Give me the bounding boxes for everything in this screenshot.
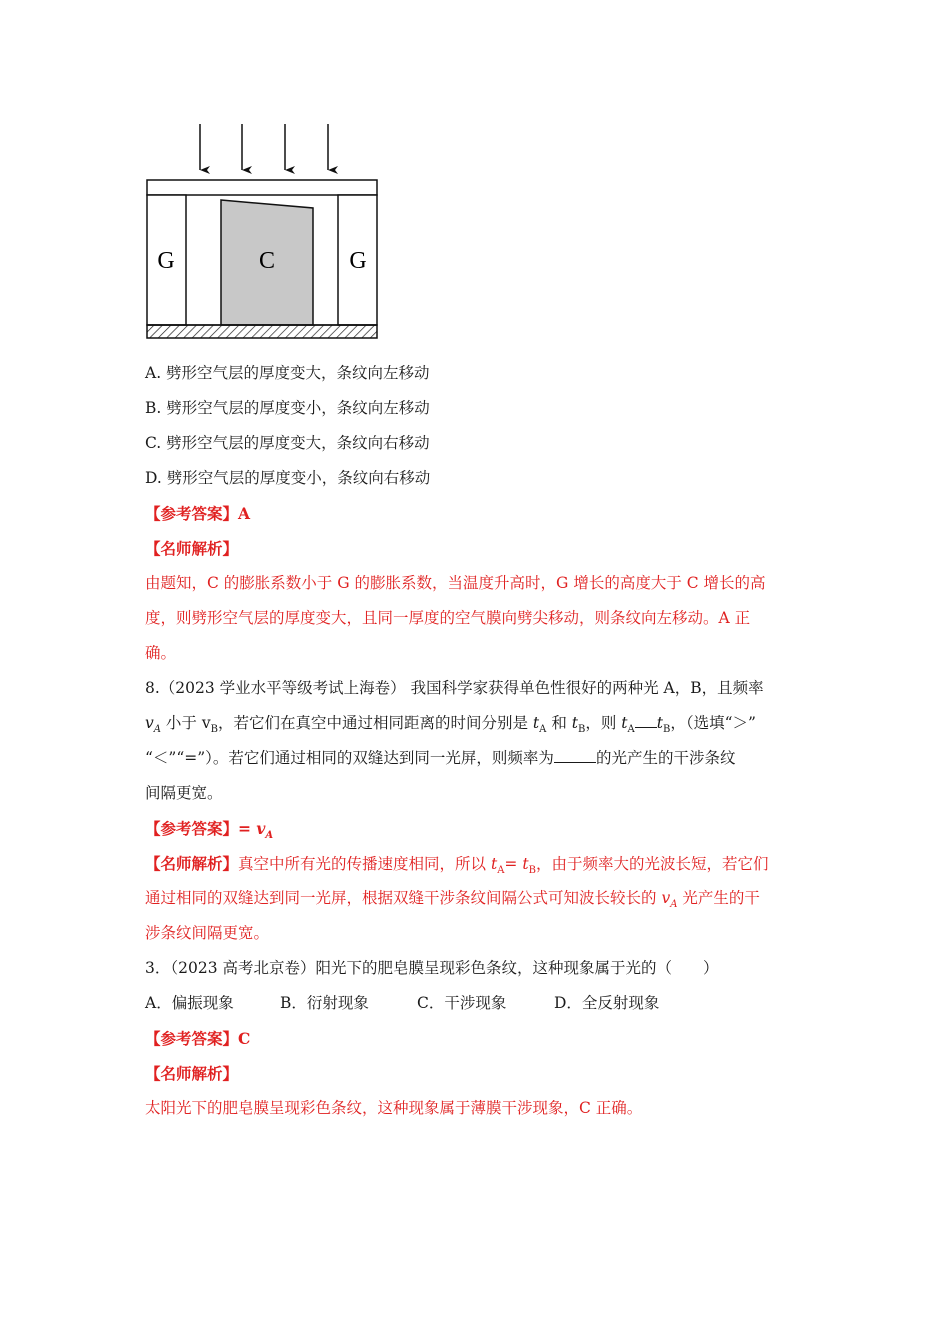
q3-option-d: D．全反射现象 <box>554 994 660 1012</box>
label-c: C <box>258 248 276 274</box>
q8-analysis-line-1: 【名师解析】真空中所有光的传播速度相同，所以 $t_A= t_B$，由于频率大的光波长短，若它们 <box>145 854 769 877</box>
interference-diagram <box>140 118 390 346</box>
q8-analysis-line-2: 通过相同的双缝达到同一光屏，根据双缝干涉条纹间隔公式可知波长较长的 $v_A$ 光产生的干 <box>145 889 760 911</box>
document-body <box>145 356 810 1126</box>
base-plate <box>147 325 377 338</box>
q3-option-c: C．干涉现象 <box>417 994 507 1012</box>
q8-stem-line-2: $v_A$ 小于 $v_B$，若它们在真空中通过相同距离的时间分别是 $t_A$ 和 $t_B$，则 $t_A$ $t_B$，（选填“＞” <box>145 706 810 741</box>
q7-analysis-line-2: 度，则劈形空气层的厚度变大，且同一厚度的空气膜向劈尖移动，则条纹向左移动。A 正 <box>145 609 751 627</box>
label-g-left: G <box>157 248 175 274</box>
top-plate <box>147 180 377 195</box>
q7-option-b: B. 劈形空气层的厚度变小，条纹向左移动 <box>145 399 430 417</box>
q3-option-a: A．偏振现象 <box>145 994 234 1012</box>
q7-analysis-label: 【名师解析】 <box>145 539 239 558</box>
q3-answer: 【参考答案】C <box>145 1029 251 1048</box>
q3-stem: 3．（2023 高考北京卷）阳光下的肥皂膜呈现彩色条纹，这种现象属于光的（ ） <box>145 959 719 977</box>
q8-answer: 【参考答案】= $v_A$ <box>145 819 274 842</box>
q8-analysis-line-3: 涉条纹间隔更宽。 <box>145 924 270 942</box>
q8-stem-line-3: “＜”“=”）。若它们通过相同的双缝达到同一光屏，则频率为 的光产生的干涉条纹 <box>145 741 810 776</box>
q3-option-b: B．衍射现象 <box>280 994 369 1012</box>
q3-analysis: 太阳光下的肥皂膜呈现彩色条纹，这种现象属于薄膜干涉现象，C 正确。 <box>145 1099 643 1117</box>
diagram-svg <box>140 118 390 346</box>
q3-options <box>145 986 810 1021</box>
q8-stem-line-4: 间隔更宽。 <box>145 784 223 802</box>
q7-analysis-line-1: 由题知，C 的膨胀系数小于 G 的膨胀系数，当温度升高时，G 增长的高度大于 C 增长的高 <box>145 574 766 592</box>
label-g-right: G <box>349 248 367 274</box>
q7-option-c: C. 劈形空气层的厚度变大，条纹向右移动 <box>145 434 430 452</box>
q7-option-a: A. 劈形空气层的厚度变大，条纹向左移动 <box>145 364 430 382</box>
q8-blank-1 <box>635 711 657 728</box>
q8-blank-2 <box>554 746 596 763</box>
q7-option-d: D. 劈形空气层的厚度变小，条纹向右移动 <box>145 469 431 487</box>
q8-stem-line-1: 8.（2023 学业水平等级考试上海卷） 我国科学家获得单色性很好的两种光 A，B，且频率 <box>145 679 764 697</box>
q7-answer: 【参考答案】A <box>145 504 251 523</box>
q3-analysis-label: 【名师解析】 <box>145 1064 239 1083</box>
q7-analysis-line-3: 确。 <box>145 644 177 662</box>
